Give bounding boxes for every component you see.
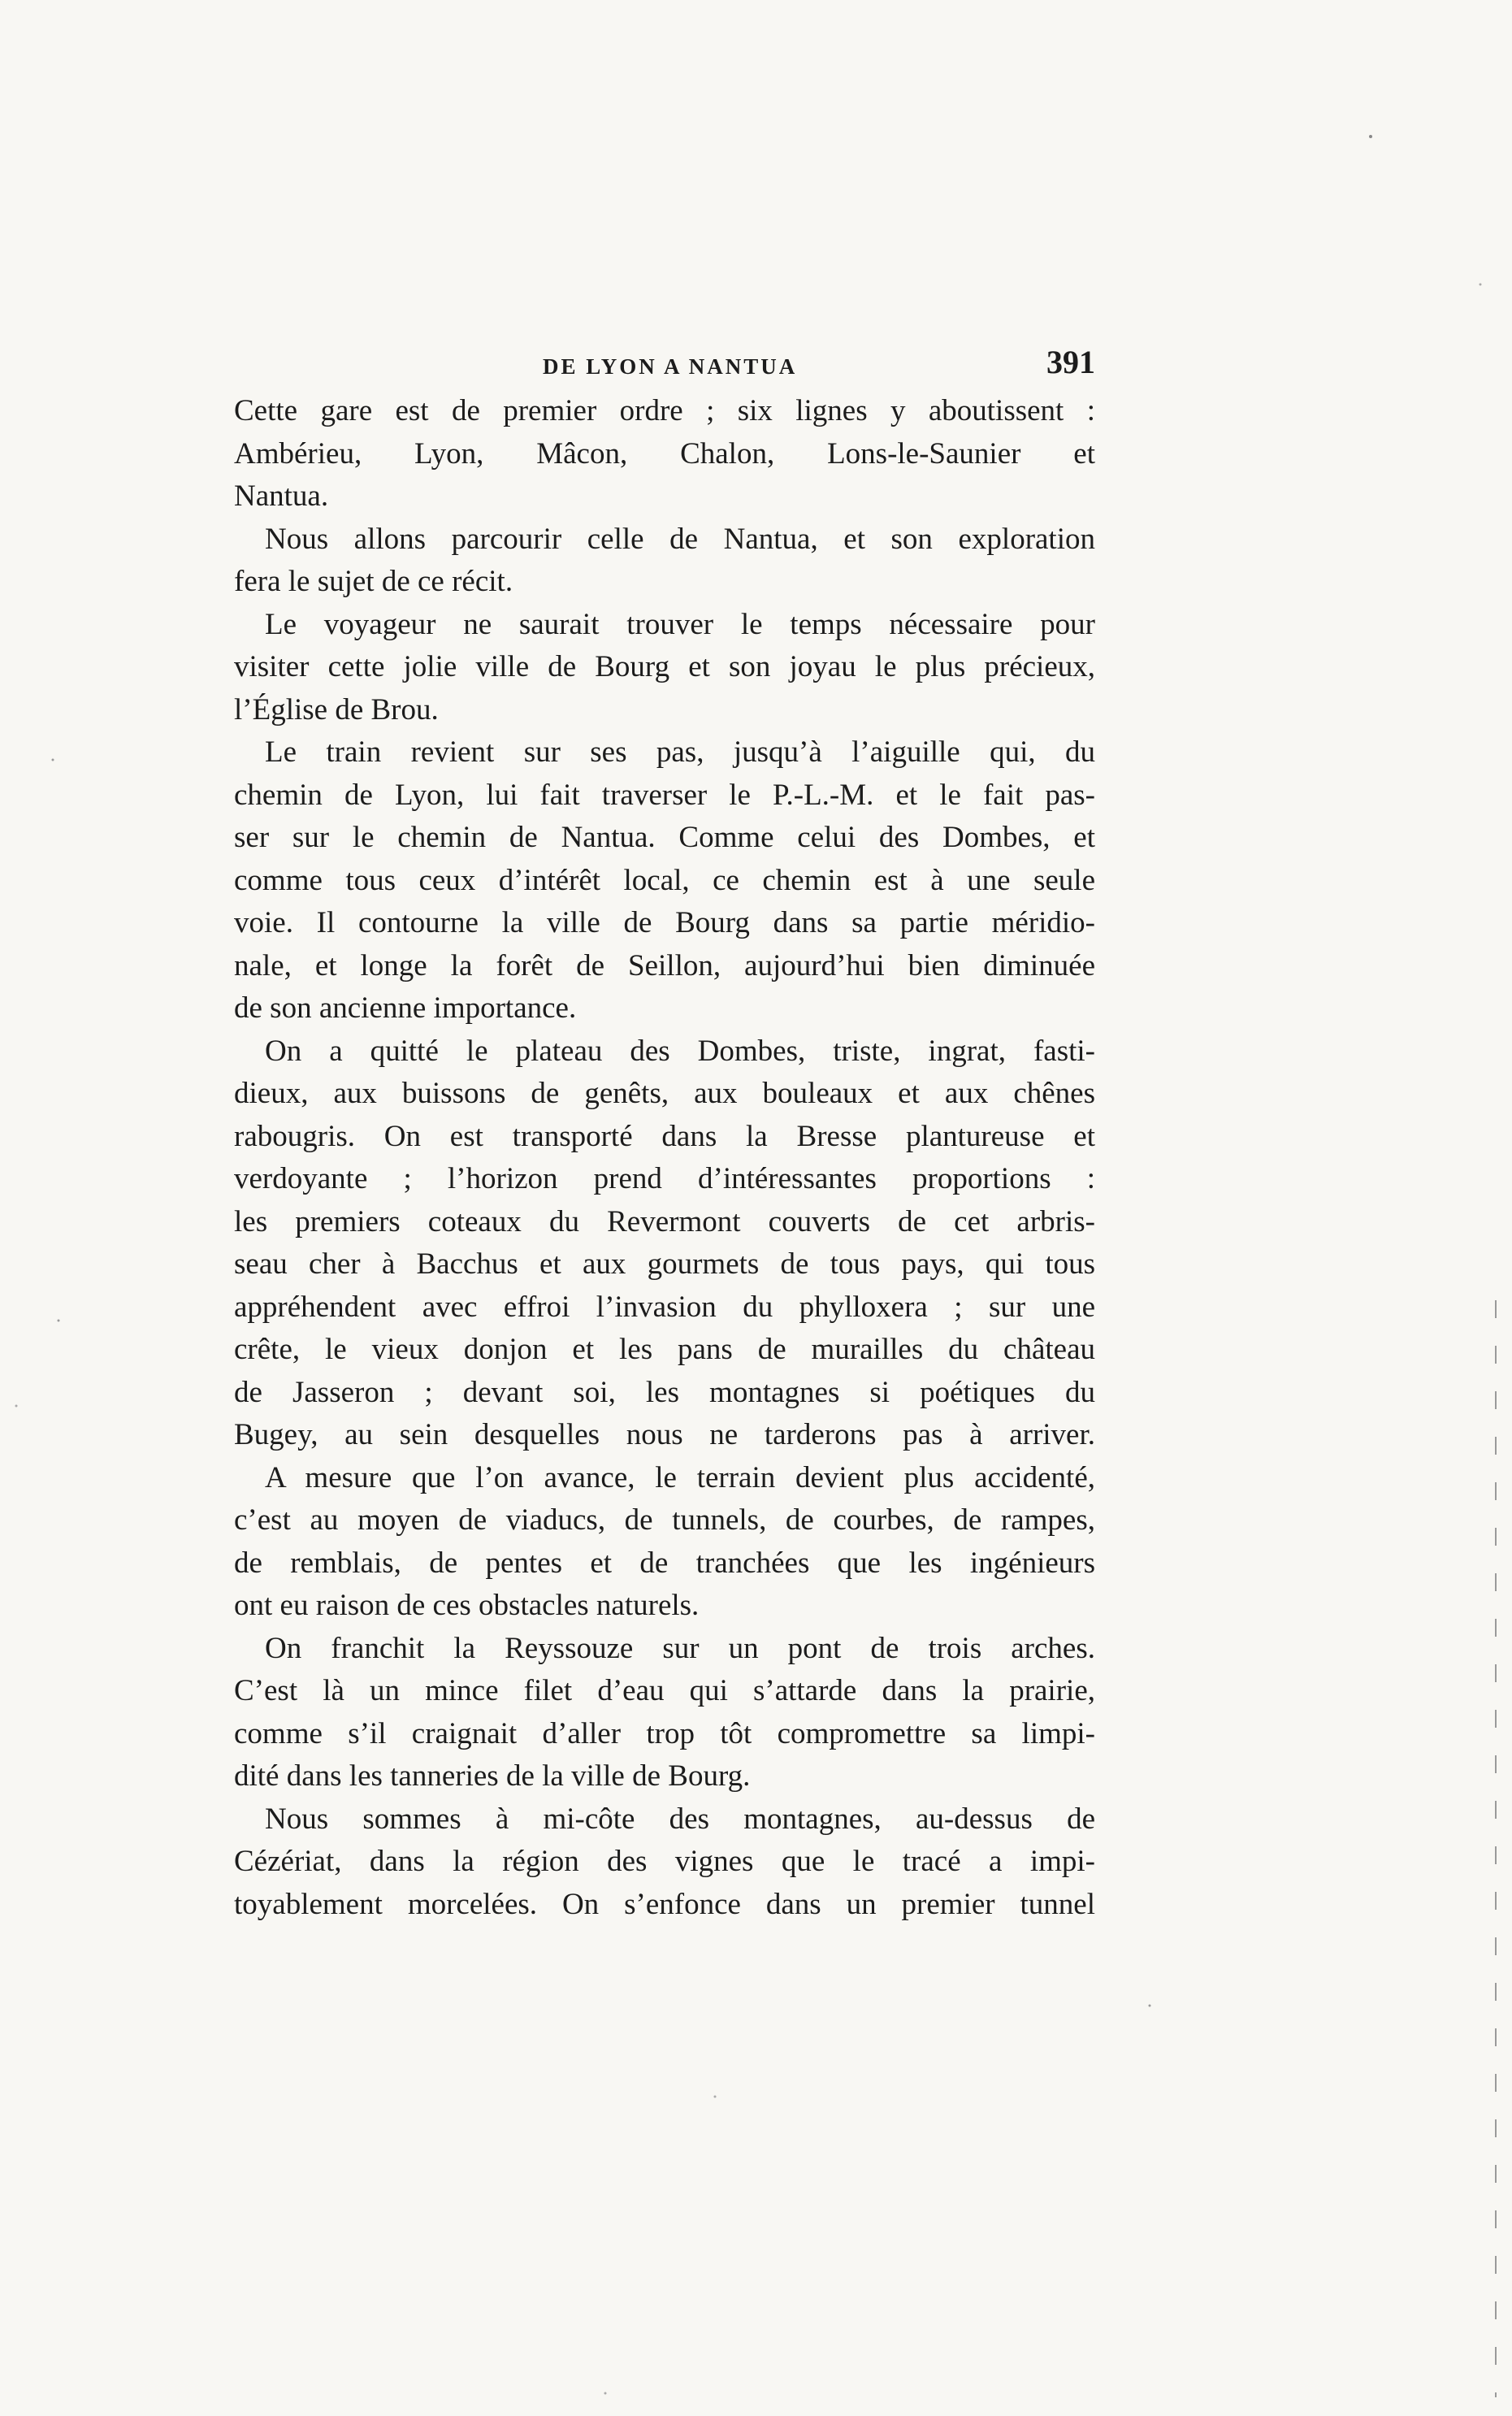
text-line: Cette gare est de premier ordre ; six lignes y aboutissent :	[234, 394, 1095, 427]
scan-speck	[1369, 135, 1372, 138]
body-text	[234, 390, 1095, 1926]
text-line: rabougris. On est transporté dans la Bresse plantureuse et	[234, 1119, 1095, 1153]
text-line: Ambérieu, Lyon, Mâcon, Chalon, Lons-le-Saunier et	[234, 436, 1095, 471]
scan-speck	[714, 2096, 717, 2098]
running-title: DE LYON A NANTUA	[543, 354, 798, 379]
text-line: l’Église de Brou.	[234, 692, 439, 727]
text-line: seau cher à Bacchus et aux gourmets de tous pays, qui tous	[234, 1247, 1095, 1281]
text-line: de Jasseron ; devant soi, les montagnes si poétiques du	[234, 1375, 1095, 1409]
text-line: A mesure que l’on avance, le terrain devient plus accidenté,	[265, 1460, 1095, 1494]
page-header	[234, 343, 1095, 392]
text-line: c’est au moyen de viaducs, de tunnels, de courbes, de rampes,	[234, 1503, 1095, 1537]
text-line: verdoyante ; l’horizon prend d’intéressantes proportions :	[234, 1162, 1095, 1195]
text-line: les premiers coteaux du Revermont couverts de cet arbris-	[234, 1204, 1095, 1238]
text-line: de remblais, de pentes et de tranchées que les ingénieurs	[234, 1546, 1095, 1580]
text-line: toyablement morcelées. On s’enfonce dans un premier tunnel	[234, 1887, 1095, 1921]
text-line: voie. Il contourne la ville de Bourg dans sa partie méridio-	[234, 906, 1095, 939]
text-line: crête, le vieux donjon et les pans de murailles du château	[234, 1333, 1095, 1366]
text-line: dieux, aux buissons de genêts, aux bouleaux et aux chênes	[234, 1077, 1095, 1110]
scan-speck	[52, 759, 54, 761]
text-line: fera le sujet de ce récit.	[234, 565, 513, 598]
text-line: C’est là un mince filet d’eau qui s’attarde dans la prairie,	[234, 1674, 1095, 1707]
text-line: appréhendent avec effroi l’invasion du phylloxera ; sur une	[234, 1290, 1095, 1324]
scan-speck	[58, 1320, 60, 1322]
text-line: chemin de Lyon, lui fait traverser le P.-L.-M. et le fait pas-	[234, 778, 1095, 812]
text-line: de son ancienne importance.	[234, 991, 577, 1025]
text-line: Nantua.	[234, 479, 329, 513]
text-line: Le train revient sur ses pas, jusqu’à l’aiguille qui, du	[265, 735, 1095, 769]
text-line: dité dans les tanneries de la ville de Bourg.	[234, 1759, 751, 1793]
text-line: Bugey, au sein desquelles nous ne tarderons pas à arriver.	[234, 1418, 1095, 1451]
text-line: Nous sommes à mi-côte des montagnes, au-dessus de	[265, 1802, 1095, 1836]
text-line: comme tous ceux d’intérêt local, ce chemin est à une seule	[234, 863, 1095, 897]
text-line: ont eu raison de ces obstacles naturels.	[234, 1589, 700, 1622]
scan-speck	[604, 2392, 607, 2395]
text-line: Le voyageur ne saurait trouver le temps nécessaire pour	[265, 607, 1095, 641]
text-line: On franchit la Reyssouze sur un pont de trois arches.	[265, 1631, 1095, 1665]
text-line: Cézériat, dans la région des vignes que le tracé a impi-	[234, 1845, 1095, 1878]
scan-speck	[1480, 284, 1482, 286]
scan-speck	[1149, 2005, 1151, 2007]
text-line: visiter cette jolie ville de Bourg et son joyau le plus précieux,	[234, 650, 1095, 683]
text-line: ser sur le chemin de Nantua. Comme celui des Dombes, et	[234, 821, 1095, 854]
text-line: Nous allons parcourir celle de Nantua, et son exploration	[265, 522, 1095, 556]
text-line: On a quitté le plateau des Dombes, triste, ingrat, fasti-	[265, 1034, 1095, 1068]
text-line: comme s’il craignait d’aller trop tôt compromettre sa limpi-	[234, 1716, 1095, 1750]
text-line: nale, et longe la forêt de Seillon, aujourd’hui bien diminuée	[234, 948, 1095, 982]
page-number: 391	[1046, 344, 1095, 380]
scan-speck	[15, 1405, 18, 1408]
